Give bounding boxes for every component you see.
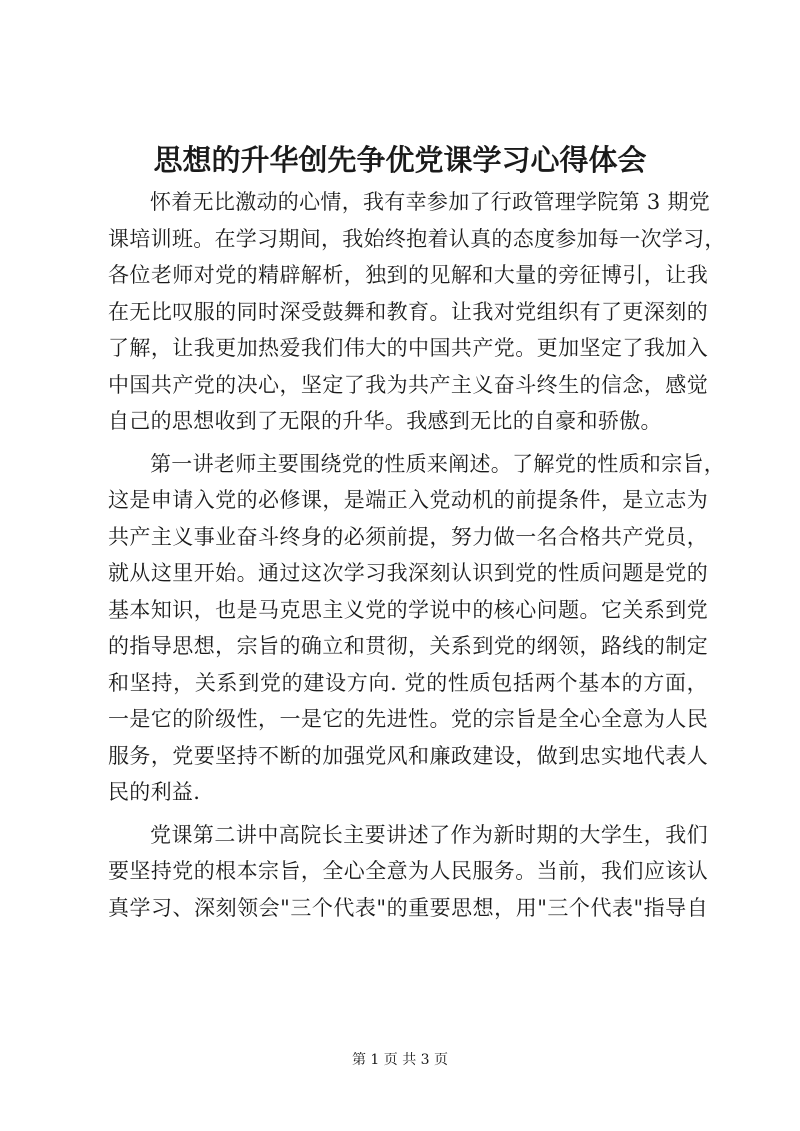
text-line: 怀着无比激动的心情，我有幸参加了行政管理学院第 3 期党 [150, 190, 711, 214]
text-line: 要坚持党的根本宗旨，全心全意为人民服务。当前，我们应该认 [108, 859, 708, 883]
text-line: 党课第二讲中高院长主要讲述了作为新时期的大学生，我们 [150, 822, 708, 847]
text-line: 了解，让我更加热爱我们伟大的中国共产党。更加坚定了我加入 [108, 336, 708, 360]
paragraph-1 [108, 184, 726, 440]
document-title: 思想的升华创先争优党课学习心得体会 [153, 143, 647, 177]
text-line: 民的利益. [108, 780, 201, 804]
text-line: 各位老师对党的精辟解析，独到的见解和大量的旁征博引，让我 [108, 263, 708, 287]
text-line: 课培训班。在学习期间，我始终抱着认真的态度参加每一次学习， [108, 226, 726, 251]
text-line: 共产主义事业奋斗终身的必须前提，努力做一名合格共产党员， [108, 524, 708, 549]
text-line: 就从这里开始。通过这次学习我深刻认识到党的性质问题是党的 [108, 561, 708, 585]
text-line: 服务，党要坚持不断的加强党风和廉政建设，做到忠实地代表人 [108, 743, 708, 768]
text-line: 自己的思想收到了无限的升华。我感到无比的自豪和骄傲。 [108, 409, 662, 433]
text-line: 的指导思想，宗旨的确立和贯彻，关系到党的纲领，路线的制定 [108, 634, 708, 658]
text-line: 在无比叹服的同时深受鼓舞和教育。让我对党组织有了更深刻的 [108, 299, 708, 324]
text-line: 基本知识，也是马克思主义党的学说中的核心问题。它关系到党 [108, 597, 708, 622]
text-line: 一是它的阶级性，一是它的先进性。党的宗旨是全心全意为人民 [108, 707, 708, 731]
text-line: 和坚持，关系到党的建设方向. 党的性质包括两个基本的方面， [108, 670, 708, 695]
text-line: 真学习、深刻领会"三个代表"的重要思想，用"三个代表"指导自 [108, 895, 708, 920]
text-line: 第一讲老师主要围绕党的性质来阐述。了解党的性质和宗旨， [150, 451, 726, 476]
paragraph-3 [108, 817, 708, 927]
text-line: 这是申请入党的必修课，是端正入党动机的前提条件，是立志为 [108, 488, 708, 512]
page-footer: 第 1 页 共 3 页 [351, 1052, 449, 1068]
document-body [108, 184, 726, 926]
text-line: 中国共产党的决心，坚定了我为共产主义奋斗终生的信念，感觉 [108, 372, 708, 397]
paragraph-2 [108, 446, 726, 811]
